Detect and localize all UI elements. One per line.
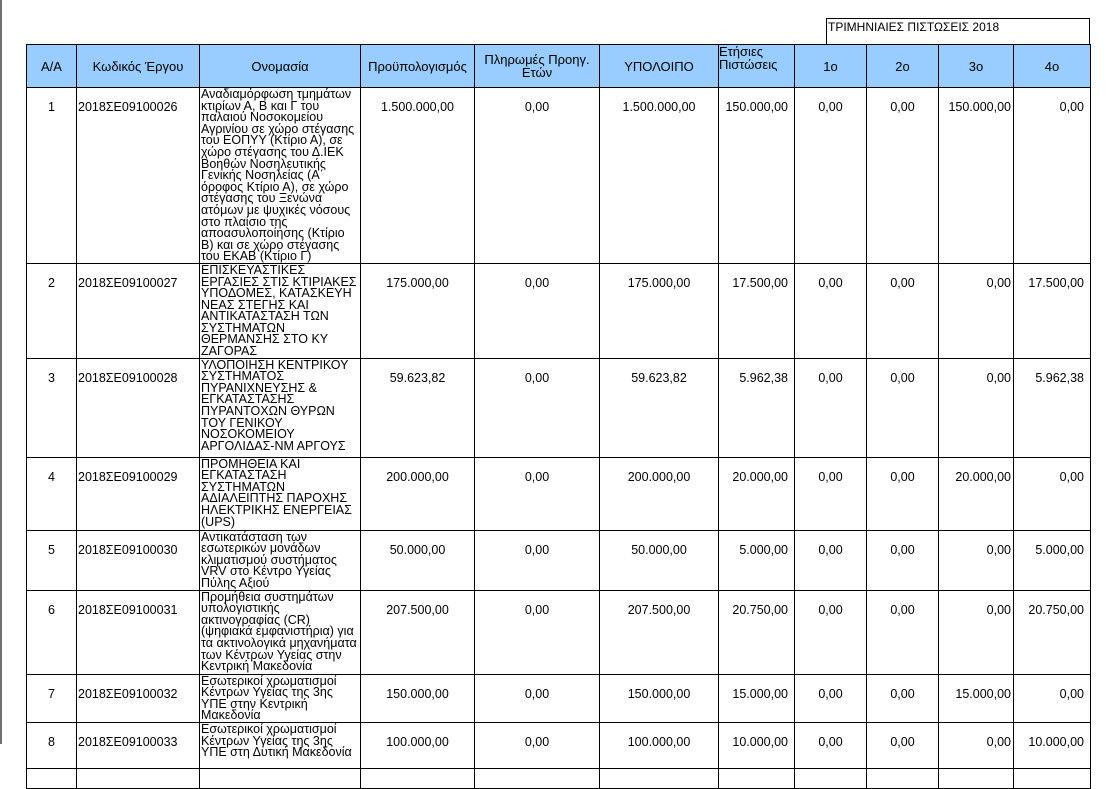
project-name: ΕΠΙΣΚΕΥΑΣΤΙΚΕΣ ΕΡΓΑΣΙΕΣ ΣΤΙΣ ΚΤΙΡΙΑΚΕΣ ΥΠΟΔΟΜΕΣ, ΚΑΤΑΣΚΕΥΗ ΝΕΑΣ ΣΤΕΓΗΣ ΚΑΙ ΑΝΤΙΚΑΤΑΣΤΑΣΗ ΤΩΝ ΣΥΣΤΗΜΑΤΩΝ ΘΕΡΜΑΝΣΗΣ ΣΤΟ ΚΥ ΖΑΓΟΡΑΣ <box>200 263 361 358</box>
previous-payments-value: 0,00 <box>475 88 600 264</box>
row-number: 5 <box>27 530 77 590</box>
budget-value: 175.000,00 <box>361 263 475 358</box>
remaining-value: 175.000,00 <box>600 263 719 358</box>
row-number: 8 <box>27 723 77 769</box>
table-row <box>27 769 1091 789</box>
table-row <box>27 88 1091 264</box>
project-name: ΥΛΟΠΟΙΗΣΗ ΚΕΝΤΡΙΚΟΥ ΣΥΣΤΗΜΑΤΟΣ ΠΥΡΑΝΙΧΝΕΥΣΗΣ & ΕΓΚΑΤΑΣΤΑΣΗΣ ΠΥΡΑΝΤΟΧΩΝ ΘΥΡΩΝ ΤΟΥ ΓΕΝΙΚΟΥ ΝΟΣΟΚΟΜΕΙΟΥ ΑΡΓΟΛΙΔΑΣ-ΝΜ ΑΡΓΟΥΣ <box>200 358 361 457</box>
project-code: 2018ΣΕ09100028 <box>77 358 200 457</box>
annual-credits-value: 10.000,00 <box>719 723 795 769</box>
table-cell <box>200 769 361 789</box>
header-annual-credits: Ετήσιες Πιστώσεις <box>719 45 795 88</box>
q3-value: 0,00 <box>939 263 1014 358</box>
q1-value: 0,00 <box>795 358 867 457</box>
table-row <box>27 263 1091 358</box>
table-cell <box>475 769 600 789</box>
q3-value: 0,00 <box>939 723 1014 769</box>
project-code: 2018ΣΕ09100033 <box>77 723 200 769</box>
q4-value: 17.500,00 <box>1014 263 1091 358</box>
table-cell <box>27 769 77 789</box>
q3-value: 150.000,00 <box>939 88 1014 264</box>
q2-value: 0,00 <box>867 88 939 264</box>
table-row <box>27 457 1091 530</box>
annual-credits-value: 20.000,00 <box>719 457 795 530</box>
remaining-value: 59.623,82 <box>600 358 719 457</box>
previous-payments-value: 0,00 <box>475 590 600 674</box>
header-aa: Α/Α <box>27 45 77 88</box>
q4-value: 5.962,38 <box>1014 358 1091 457</box>
header-name: Ονομασία <box>200 45 361 88</box>
table-header-row <box>27 45 1091 88</box>
remaining-value: 50.000,00 <box>600 530 719 590</box>
budget-value: 200.000,00 <box>361 457 475 530</box>
table-row <box>27 723 1091 769</box>
annual-credits-value: 150.000,00 <box>719 88 795 264</box>
table-cell <box>939 769 1014 789</box>
q3-value: 15.000,00 <box>939 674 1014 722</box>
annual-credits-value: 20.750,00 <box>719 590 795 674</box>
project-name: ΠΡΟΜΗΘΕΙΑ ΚΑΙ ΕΓΚΑΤΑΣΤΑΣΗ ΣΥΣΤΗΜΑΤΩΝ ΑΔΙΑΛΕΙΠΤΗΣ ΠΑΡΟΧΗΣ ΗΛΕΚΤΡΙΚΗΣ ΕΝΕΡΓΕΙΑΣ (UPS) <box>200 457 361 530</box>
q1-value: 0,00 <box>795 457 867 530</box>
annual-credits-value: 15.000,00 <box>719 674 795 722</box>
q2-value: 0,00 <box>867 457 939 530</box>
project-code: 2018ΣΕ09100027 <box>77 263 200 358</box>
previous-payments-value: 0,00 <box>475 723 600 769</box>
project-name: Αντικατάσταση των εσωτερικών μονάδων κλιματισμού συστήματος VRV στο Κέντρο Υγείας Πύλης Αξιού <box>200 530 361 590</box>
table-cell <box>795 769 867 789</box>
table-cell <box>77 769 200 789</box>
annual-credits-value: 17.500,00 <box>719 263 795 358</box>
header-budget: Προϋπολογισμός <box>361 45 475 88</box>
q2-value: 0,00 <box>867 263 939 358</box>
header-previous-payments: Πληρωμές Προηγ. Ετών <box>475 45 600 88</box>
q2-value: 0,00 <box>867 590 939 674</box>
table-row <box>27 590 1091 674</box>
previous-payments-value: 0,00 <box>475 674 600 722</box>
q4-value: 0,00 <box>1014 674 1091 722</box>
project-code: 2018ΣΕ09100030 <box>77 530 200 590</box>
row-number: 6 <box>27 590 77 674</box>
q3-value: 0,00 <box>939 358 1014 457</box>
row-number: 1 <box>27 88 77 264</box>
q1-value: 0,00 <box>795 88 867 264</box>
row-number: 4 <box>27 457 77 530</box>
page-edge <box>0 0 2 744</box>
project-name: Εσωτερικοί χρωματισμοί Κέντρων Υγείας της 3ης ΥΠΕ στην Κεντρική Μακεδονία <box>200 674 361 722</box>
project-name: Εσωτερικοί χρωματισμοί Κέντρων Υγείας της 3ης ΥΠΕ στη Δυτική Μακεδονία <box>200 723 361 769</box>
quarterly-credits-heading: ΤΡΙΜΗΝΙΑΙΕΣ ΠΙΣΤΩΣΕΙΣ 2018 <box>826 18 1090 44</box>
annual-credits-value: 5.962,38 <box>719 358 795 457</box>
header-project-code: Κωδικός Έργου <box>77 45 200 88</box>
budget-value: 100.000,00 <box>361 723 475 769</box>
project-code: 2018ΣΕ09100031 <box>77 590 200 674</box>
budget-value: 59.623,82 <box>361 358 475 457</box>
remaining-value: 150.000,00 <box>600 674 719 722</box>
remaining-value: 207.500,00 <box>600 590 719 674</box>
project-code: 2018ΣΕ09100026 <box>77 88 200 264</box>
table-cell <box>1014 769 1091 789</box>
q2-value: 0,00 <box>867 530 939 590</box>
remaining-value: 1.500.000,00 <box>600 88 719 264</box>
q4-value: 20.750,00 <box>1014 590 1091 674</box>
q4-value: 5.000,00 <box>1014 530 1091 590</box>
q3-value: 0,00 <box>939 530 1014 590</box>
remaining-value: 100.000,00 <box>600 723 719 769</box>
annual-credits-value: 5.000,00 <box>719 530 795 590</box>
table-row <box>27 358 1091 457</box>
header-remaining: ΥΠΟΛΟΙΠΟ <box>600 45 719 88</box>
header-q4: 4ο <box>1014 45 1091 88</box>
table-row <box>27 674 1091 722</box>
budget-value: 50.000,00 <box>361 530 475 590</box>
table-row <box>27 530 1091 590</box>
table-cell <box>361 769 475 789</box>
header-q1: 1ο <box>795 45 867 88</box>
q2-value: 0,00 <box>867 674 939 722</box>
budget-value: 207.500,00 <box>361 590 475 674</box>
q1-value: 0,00 <box>795 590 867 674</box>
table-cell <box>600 769 719 789</box>
q1-value: 0,00 <box>795 674 867 722</box>
budget-value: 150.000,00 <box>361 674 475 722</box>
project-name: Προμήθεια συστημάτων υπολογιστικής ακτινογραφίας (CR) (ψηφιακά εμφανιστήρια) για τα ακτινολογικά μηχανήματα των Κέντρων Υγείας στην Κεντρική Μακεδονία <box>200 590 361 674</box>
project-name: Αναδιαμόρφωση τμημάτων κτιρίων Α, Β και Γ του παλαιού Νοσοκομείου Αγρινίου σε χώρο στέγασης του ΕΟΠΥΥ (Κτίριο Α), σε χώρο στέγασης του Δ.ΙΕΚ Βοηθών Νοσηλευτικής Γενικής Νοσηλείας (Α΄ όροφος Κτίριο Α), σε χώρο στέγασης του Ξενώνα ατόμων με ψυχικές νόσους στο πλαίσιο της αποασυλοποίησης (Κτίριο Β) και σε χώρο στέγασης του ΕΚΑΒ (Κτίριο Γ) <box>200 88 361 264</box>
q4-value: 0,00 <box>1014 457 1091 530</box>
row-number: 2 <box>27 263 77 358</box>
header-q3: 3ο <box>939 45 1014 88</box>
remaining-value: 200.000,00 <box>600 457 719 530</box>
previous-payments-value: 0,00 <box>475 358 600 457</box>
q4-value: 0,00 <box>1014 88 1091 264</box>
project-code: 2018ΣΕ09100029 <box>77 457 200 530</box>
project-code: 2018ΣΕ09100032 <box>77 674 200 722</box>
table-cell <box>867 769 939 789</box>
budget-table <box>26 44 1091 789</box>
q4-value: 10.000,00 <box>1014 723 1091 769</box>
q3-value: 20.000,00 <box>939 457 1014 530</box>
q2-value: 0,00 <box>867 723 939 769</box>
table-cell <box>719 769 795 789</box>
previous-payments-value: 0,00 <box>475 457 600 530</box>
q1-value: 0,00 <box>795 723 867 769</box>
q2-value: 0,00 <box>867 358 939 457</box>
row-number: 7 <box>27 674 77 722</box>
budget-value: 1.500.000,00 <box>361 88 475 264</box>
q1-value: 0,00 <box>795 263 867 358</box>
previous-payments-value: 0,00 <box>475 263 600 358</box>
previous-payments-value: 0,00 <box>475 530 600 590</box>
q3-value: 0,00 <box>939 590 1014 674</box>
header-q2: 2ο <box>867 45 939 88</box>
row-number: 3 <box>27 358 77 457</box>
q1-value: 0,00 <box>795 530 867 590</box>
